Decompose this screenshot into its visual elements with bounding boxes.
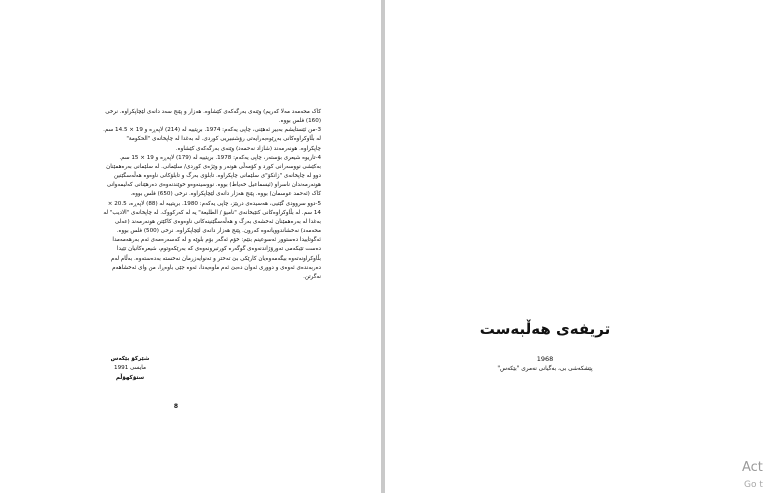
- paragraph-3: 4-تاریوە شیعری بۆستەر، چاپی یەکەم: 1978. بریتییە لە (179) لاپەڕە و 19 × 15 سم. بەکێشی نووسەرانی کورد و کۆمەڵی هونەر و وێژەی کوردی/ سلێمانی. لە سلێمانی بەرەهمێنان دوو لە چاپخانەی "زانکۆ"ی سلێمانی چاپکراوە. تابلۆی بەرگ و تابلۆکانی ناوەوە هەڵەسگێنین هونەرمەندان ناسراو (ئیسماعیل خەیاط) بووە. نووسینەوەو خوێندنەوەی دەرهێنانی کەلیمەوانی کاک (ئەحمد عوسمان) بووە. پێنج هەزار دانەی لێچاپکراوە. نرخی (650) فلس بووە.: [106, 154, 321, 198]
- activation-watermark-title: Act: [742, 460, 763, 475]
- paragraph-2: 3-من ئێستایشم بەبیر ئەهێنی، چاپی یەکەم: 1974. بریتییە لە (214) لاپەڕە و 19 × 14.5 سم. لە بڵاوکراوەکانی بەڕێوەبەرایەتی رۆشنبیریی کوردی. لە بەغدا لە چاپخانەی "الحکومة" چاپکراوە. هونەرمەند (شازاد نەحمەد) وێنەی بەرگەکەی کێشاوە.: [103, 127, 321, 152]
- signature-name: شێرکۆ بێکەس: [110, 356, 150, 362]
- left-page: [0, 0, 381, 493]
- book-title: تریفەی هەڵبەست: [479, 320, 611, 338]
- book-dedication: پێشکەشی بی، بەگیانی نەمری "بێکەس": [497, 366, 593, 372]
- paragraph-5: ئەگوتاییدا دەستوور ئەسوعینم بنێم: خۆم ئەگەر بۆم بلوێه و لە کەسەرەمەی ئەم بەرهەمەمدا دەست تێبکەمی تەورۆژاندنەوەی گوگەرە کورتبرونەوەی کە بەرێکەوتوم، شیعرەکانیان تێیدا بڵاوکراونەتەوە بیگەمەوەیان کارێکی بێ تەختر و تەنوایەزرمان نەخستە بەدەستەوە. بەڵام لەم دەربەندەی ئەوەی و دووری ئەوان دەبێ ئەم ماوەیەدا، ئەوە جێی باوەڕا، من وای ئەخشاهەم نەگرتن.: [110, 237, 321, 280]
- book-year: 1968: [536, 355, 554, 363]
- activation-watermark-subtitle: Go t: [744, 480, 763, 490]
- signature-city: ستۆکهۆڵم: [115, 375, 145, 381]
- signature-date: مایسی 1991: [114, 365, 146, 371]
- right-page: [385, 0, 768, 493]
- paragraph-4: 5-دوو سروودی گێتیی، هەسیدەی دریێز، چاپی یەکەم: 1980. بریتییە لە (88) لاپەڕە، 20.5 × 14 سم. لە بڵاوکراوەکانی کتێبخانەی "نامیۆ / الطلیعة" یە لە کەرکووک. لە چاپخانەی "الادیب" لە بەغدا لە بەرەهمێنان ئەخشەی بەرگ و هەڵەسگێنینەکانی ناوەوەی کاکێتن هونەرمەند (عەلی محەمەد) نەخشاندوویانەوە کەرون. پێنج هەزار دانەی لێچاپکراوە. نرخی (500) فلس بووە.: [103, 200, 321, 235]
- paragraph-1: کاک محەمەد مەلا کەریم) وێنەی بەرگەکەی کێشاوە. هەزار و پێنج سەد دانەی لێچاپکراوە. نرخی (160) فلس بووە.: [105, 109, 321, 125]
- body-text: [103, 108, 321, 282]
- page-number: 8: [173, 403, 179, 410]
